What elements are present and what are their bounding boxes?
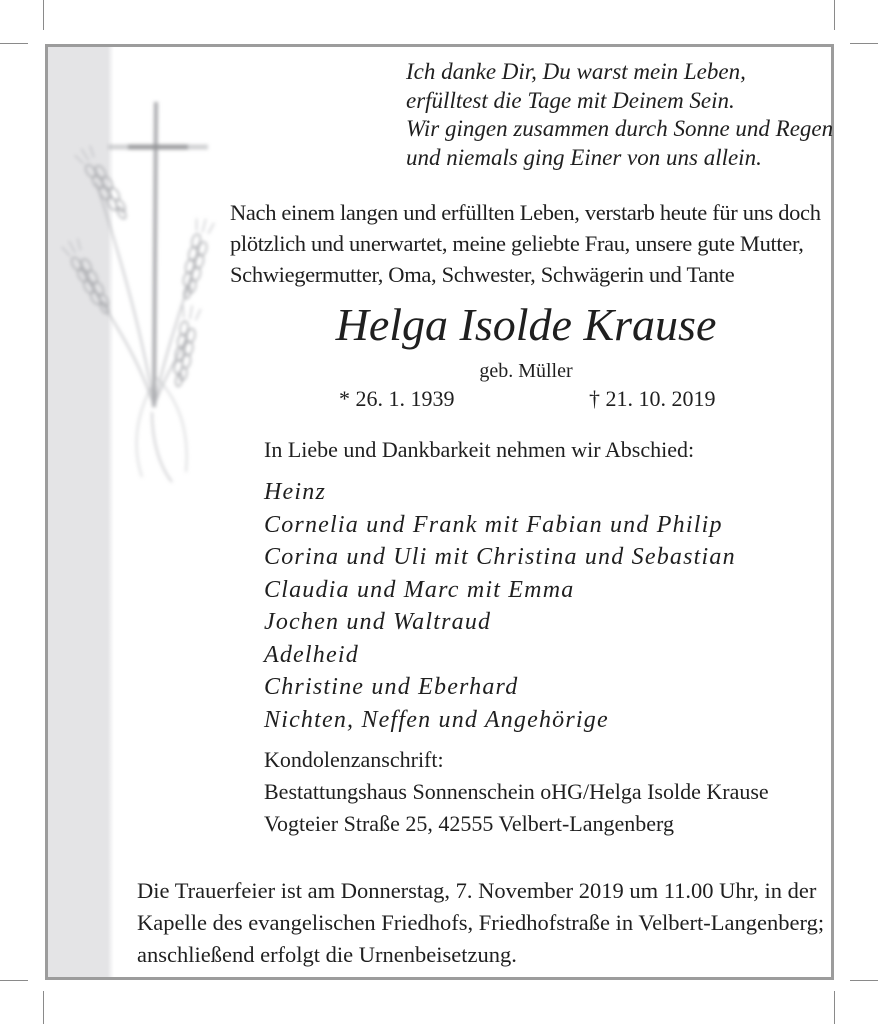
crop-mark — [834, 991, 835, 1024]
mourner-name: Jochen und Waltraud — [264, 609, 492, 635]
crop-mark — [850, 980, 878, 981]
crop-mark — [43, 0, 44, 30]
crop-mark — [0, 43, 28, 44]
poem-line: erfülltest die Tage mit Deinem Sein. — [406, 87, 735, 113]
mourner-name: Adelheid — [264, 641, 359, 668]
birth-date: * 26. 1. 1939 — [339, 386, 455, 411]
funeral-info — [137, 875, 824, 971]
mourner-name: Christine und Eberhard — [264, 674, 519, 700]
announcement-paragraph — [230, 197, 821, 290]
condolence-block — [264, 744, 769, 840]
funeral-line: anschließend erfolgt die Urnenbeisetzung. — [137, 942, 517, 967]
condolence-line: Vogteier Straße 25, 42555 Velbert-Langenberg — [264, 811, 674, 836]
farewell-intro: In Liebe und Dankbarkeit nehmen wir Abschied: — [264, 437, 695, 462]
mourner-name: Cornelia und Frank mit Fabian und Philip — [264, 511, 723, 538]
poem-block — [406, 58, 833, 172]
obituary-card — [45, 44, 834, 980]
wheat-and-cross-icon — [56, 77, 256, 487]
crop-mark — [834, 0, 835, 30]
crop-mark — [850, 43, 878, 44]
announcement-line: Schwiegermutter, Oma, Schwester, Schwägerin und Tante — [230, 262, 735, 287]
mourner-name: Claudia und Marc mit Emma — [264, 576, 575, 603]
announcement-line: Nach einem langen und erfüllten Leben, verstarb heute für uns doch — [230, 200, 821, 225]
maiden-name: geb. Müller — [479, 360, 573, 382]
mourner-name: Heinz — [264, 479, 326, 505]
condolence-line: Bestattungshaus Sonnenschein oHG/Helga Isolde Krause — [264, 779, 769, 804]
announcement-line: plötzlich und unerwartet, meine geliebte Frau, unsere gute Mutter, — [230, 231, 804, 256]
poem-line: und niemals ging Einer von uns allein. — [406, 144, 762, 170]
poem-line: Ich danke Dir, Du warst mein Leben, — [406, 59, 746, 84]
death-date: † 21. 10. 2019 — [589, 386, 716, 411]
mourner-name: Nichten, Neffen und Angehörige — [264, 706, 609, 733]
condolence-label: Kondolenzanschrift: — [264, 747, 444, 772]
funeral-line: Kapelle des evangelischen Friedhofs, Friedhofstraße in Velbert-Langenberg; — [137, 910, 825, 935]
crop-mark — [43, 991, 44, 1024]
mourner-name: Corina und Uli mit Christina und Sebastian — [264, 544, 736, 570]
mourners-list — [264, 476, 736, 736]
deceased-name: Helga Isolde Krause — [335, 299, 717, 350]
crop-mark — [0, 980, 28, 981]
funeral-line: Die Trauerfeier ist am Donnerstag, 7. November 2019 um 11.00 Uhr, in der — [137, 878, 817, 903]
poem-line: Wir gingen zusammen durch Sonne und Regen — [406, 116, 834, 141]
